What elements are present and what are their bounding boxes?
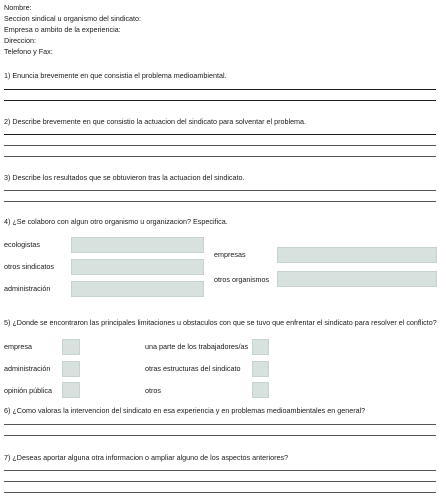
- direccion-label: Direccion:: [4, 36, 36, 45]
- option-administracion-label: administración: [4, 364, 51, 373]
- empresa-checkbox[interactable]: [62, 339, 80, 355]
- option-administracion-label: administración: [4, 284, 51, 293]
- option-trabajadores-label: una parte de los trabajadores/as: [145, 342, 249, 351]
- answer-line[interactable]: [4, 134, 436, 135]
- question-6: 6) ¿Como valoras la intervencion del sindicato en esa experiencia y en problemas medioambientales en general?: [4, 406, 366, 415]
- answer-line[interactable]: [4, 190, 436, 191]
- question-2: 2) Describe brevemente en que consistio la actuacion del sindicato para solventar el problema.: [4, 117, 307, 126]
- option-otras-estructuras-label: otras estructuras del sindicato: [145, 364, 241, 373]
- answer-line[interactable]: [4, 492, 436, 493]
- opinion-publica-checkbox[interactable]: [62, 382, 80, 398]
- question-5: 5) ¿Donde se encontraron las principales limitaciones u obstaculos con que se tuvo que enfrentar el sindicato para resolver el conflicto?: [4, 318, 437, 327]
- option-opinion-publica-label: opinión pública: [4, 386, 52, 395]
- option-otros-organismos-label: otros organismos: [214, 275, 270, 284]
- administracion-field[interactable]: [71, 281, 204, 297]
- option-otros-label: otros: [145, 386, 161, 395]
- question-3: 3) Describe los resultados que se obtuvieron tras la actuacion del sindicato.: [4, 173, 245, 182]
- option-empresas-label: empresas: [214, 250, 246, 259]
- answer-line[interactable]: [4, 424, 436, 425]
- answer-line[interactable]: [4, 145, 436, 146]
- question-7: 7) ¿Deseas aportar alguna otra informacion o ampliar alguno de los aspectos anteriores?: [4, 453, 289, 462]
- otras-estructuras-checkbox[interactable]: [252, 361, 269, 377]
- telefono-fax-label: Telefono y Fax:: [4, 47, 53, 56]
- option-otros-sindicatos-label: otros sindicatos: [4, 262, 54, 271]
- option-ecologistas-label: ecologistas: [4, 240, 40, 249]
- question-4: 4) ¿Se colaboro con algun otro organismo u organizacion? Especifica.: [4, 217, 228, 226]
- nombre-label: Nombre:: [4, 3, 32, 12]
- trabajadores-checkbox[interactable]: [252, 339, 269, 355]
- otros-checkbox[interactable]: [252, 382, 269, 398]
- empresas-field[interactable]: [277, 247, 437, 263]
- answer-line[interactable]: [4, 435, 436, 436]
- option-empresa-label: empresa: [4, 342, 32, 351]
- ecologistas-field[interactable]: [71, 237, 204, 253]
- seccion-sindical-label: Seccion sindical u organismo del sindicato:: [4, 14, 142, 23]
- answer-line[interactable]: [4, 100, 436, 101]
- otros-sindicatos-field[interactable]: [71, 259, 204, 275]
- answer-line[interactable]: [4, 470, 436, 471]
- answer-line[interactable]: [4, 89, 436, 90]
- answer-line[interactable]: [4, 201, 436, 202]
- question-1: 1) Enuncia brevemente en que consistia el problema medioambiental.: [4, 71, 227, 80]
- answer-line[interactable]: [4, 156, 436, 157]
- empresa-ambito-label: Empresa o ambito de la experiencia:: [4, 25, 121, 34]
- administracion-checkbox[interactable]: [62, 361, 80, 377]
- answer-line[interactable]: [4, 481, 436, 482]
- otros-organismos-field[interactable]: [277, 271, 437, 287]
